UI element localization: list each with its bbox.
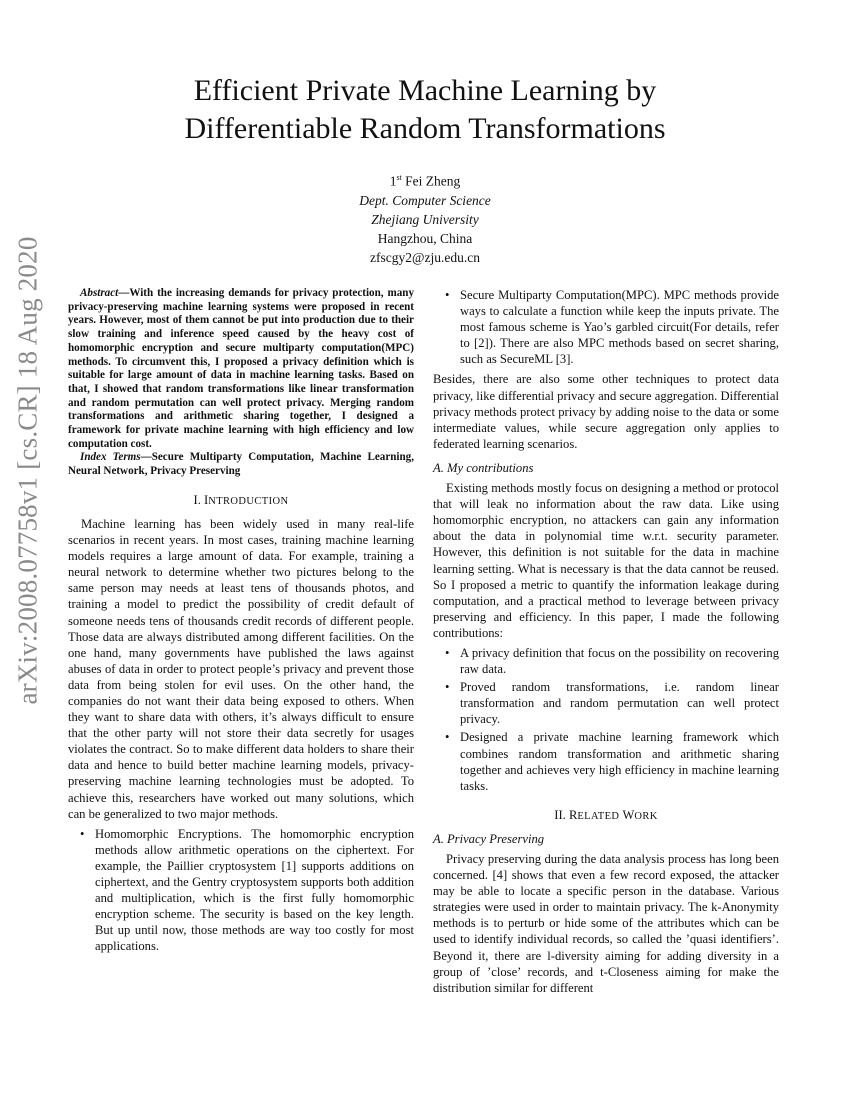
section-heading-rest: NTRODUCTION [208,495,289,507]
author-email: zfscgy2@zju.edu.cn [370,249,480,265]
list-item: • Homomorphic Encryptions. The homomorphic encryption methods allow arithmetic operations on the ciphertext. For example, the Paillier cryptosystem [1] supports additions on ciphertext, and the Gentry cryptosystem supports both addition and multiplication, which is the first fully homomorphic encryption scheme. The security is based on the key length. But up until now, those methods are way too costly for most applications. [95,826,414,955]
author-ordinal: 1 [389,173,397,189]
arxiv-stamp [4,235,52,705]
section-heading-initial: W [622,807,635,822]
section-heading-initial: I [204,492,209,507]
section-heading-initial: R [568,807,578,822]
paper-title [100,72,750,148]
title-line-2: Differentiable Random Transformations [184,112,666,145]
list-item: • Proved random transformations, i.e. random linear transformation and random permutation can well protect privacy. [460,679,779,727]
author-dept: Dept. Computer Science [359,192,491,208]
intro-paragraph-besides: Besides, there are also some other techniques to protect data privacy, like differential privacy and secure aggregation. Differential privacy methods protect privacy by adding noise to the data or some intermediate values, while secure aggregation only applies to federated learning scenarios. [433,372,779,451]
contributions-list [433,645,779,794]
author-location: Hangzhou, China [377,230,473,246]
list-item: • Designed a private machine learning framework which combines random transformation and arithmetic sharing together and achieves very high efficiency in machine learning tasks. [460,729,779,793]
section-heading-introduction [68,492,414,510]
section-numeral: II. [554,807,569,822]
index-terms-text: —Secure Multiparty Computation, Machine Learning, Neural Network, Privacy Preserving [68,451,414,478]
intro-paragraph: Machine learning has been widely used in many real-life scenarios in recent years. In most cases, training machine learning models requires a large amount of data. For example, training a neural network to determine whether two pictures belong to the same person may needs at least tens of thousands photos, and training a model to predict the possibility of credit default of someone needs tens of thousands credit records of different people. Those data are always distributed among different facilities. On the one hand, many governments have published the laws against abuses of data in order to protect people’s privacy and prevent those data from being stolen for evil uses. On the other hand, the companies do not want their data being exposed to others. When they want to share data with others, it’s always difficult to ensure that the other party will not store their data secretly for usages violates the contract. So to make different data holders to share their data and hence to build better machine learning models, privacy-preserving machine learning technologies must be adopted. To achieve this, researchers have worked out many solutions, which can be generalized to two major methods. [68,516,414,821]
subsection-heading-contributions: A. My contributions [433,460,534,475]
abstract-lead: Abstract [80,287,119,299]
index-terms [68,451,414,478]
arxiv-stamp-text: arXiv:2008.07758v1 [cs.CR] 18 Aug 2020 [12,235,43,705]
section-heading-related-work [433,807,779,825]
title-line-1: Efficient Private Machine Learning by [193,74,657,107]
subsection-heading-privacy-preserving: A. Privacy Preserving [433,831,545,846]
contributions-paragraph: Existing methods mostly focus on designing a method or protocol that will leak no information about the raw data. Like using homomorphic encryption, no attackers can gain any information about the data in polynomial time w.r.t. security parameter. However, this definition is not suitable for the data in machine learning setting. What is necessary is that the data cannot be reused. So I proposed a metric to quantify the information leakage during computation, and a practical method to leverage between privacy preserving and efficiency. In this paper, I made the following contributions: [433,481,779,640]
abstract [68,287,414,451]
section-heading-rest: ELATED [577,810,623,822]
author-name-line [200,168,650,191]
author-block [200,168,650,267]
author-name: Fei Zheng [405,173,461,189]
abstract-text: —With the increasing demands for privacy protection, many privacy-preserving machine learning systems were proposed in recent years. However, most of them cannot be put into production due to their slow training and inference speed caused by the heavy cost of homomorphic encryption and secure multiparty computation(MPC) methods. To circumvent this, I proposed a privacy definition which is suitable for large amount of data in machine learning tasks. Based on that, I showed that random transformations like linear transformation and random permutation can well protect privacy. Merging random transformations and arithmetic sharing together, I designed a framework for private machine learning with high efficiency and low computation cost. [68,287,414,450]
section-numeral: I. [193,492,205,507]
list-item: • Secure Multiparty Computation(MPC). MPC methods provide ways to calculate a function while keep the inputs private. The most famous scheme is Yao’s garbled circuit(For details, refer to [2]). There are also MPC methods based on secret sharing, such as SecureML [3]. [460,287,779,367]
section-heading-rest: ORK [634,810,658,822]
privacy-preserving-paragraph: Privacy preserving during the data analysis process has long been concerned. [4] shows that even a few record exposed, the attacker may be able to locate a specific person in the database. Various strategies were used in order to maintain privacy. The k-Anonymity methods is to perturb or hide some of the attributes which can be used to identify individual records, so called the ’quasi identifiers’. Beyond it, there are l-diversity aiming for adding diversity in a group of ’close’ records, and t-Closeness aiming for make the distribution similar for different [433,852,779,995]
list-item: • A privacy definition that focus on the possibility on recovering raw data. [460,645,779,677]
left-column [68,287,414,958]
index-terms-lead: Index Terms [80,451,141,464]
methods-list [68,826,414,955]
methods-list-continued [433,287,779,367]
right-column [433,287,779,996]
author-ordinal-suffix: st [396,173,402,182]
author-university: Zhejiang University [371,211,479,227]
